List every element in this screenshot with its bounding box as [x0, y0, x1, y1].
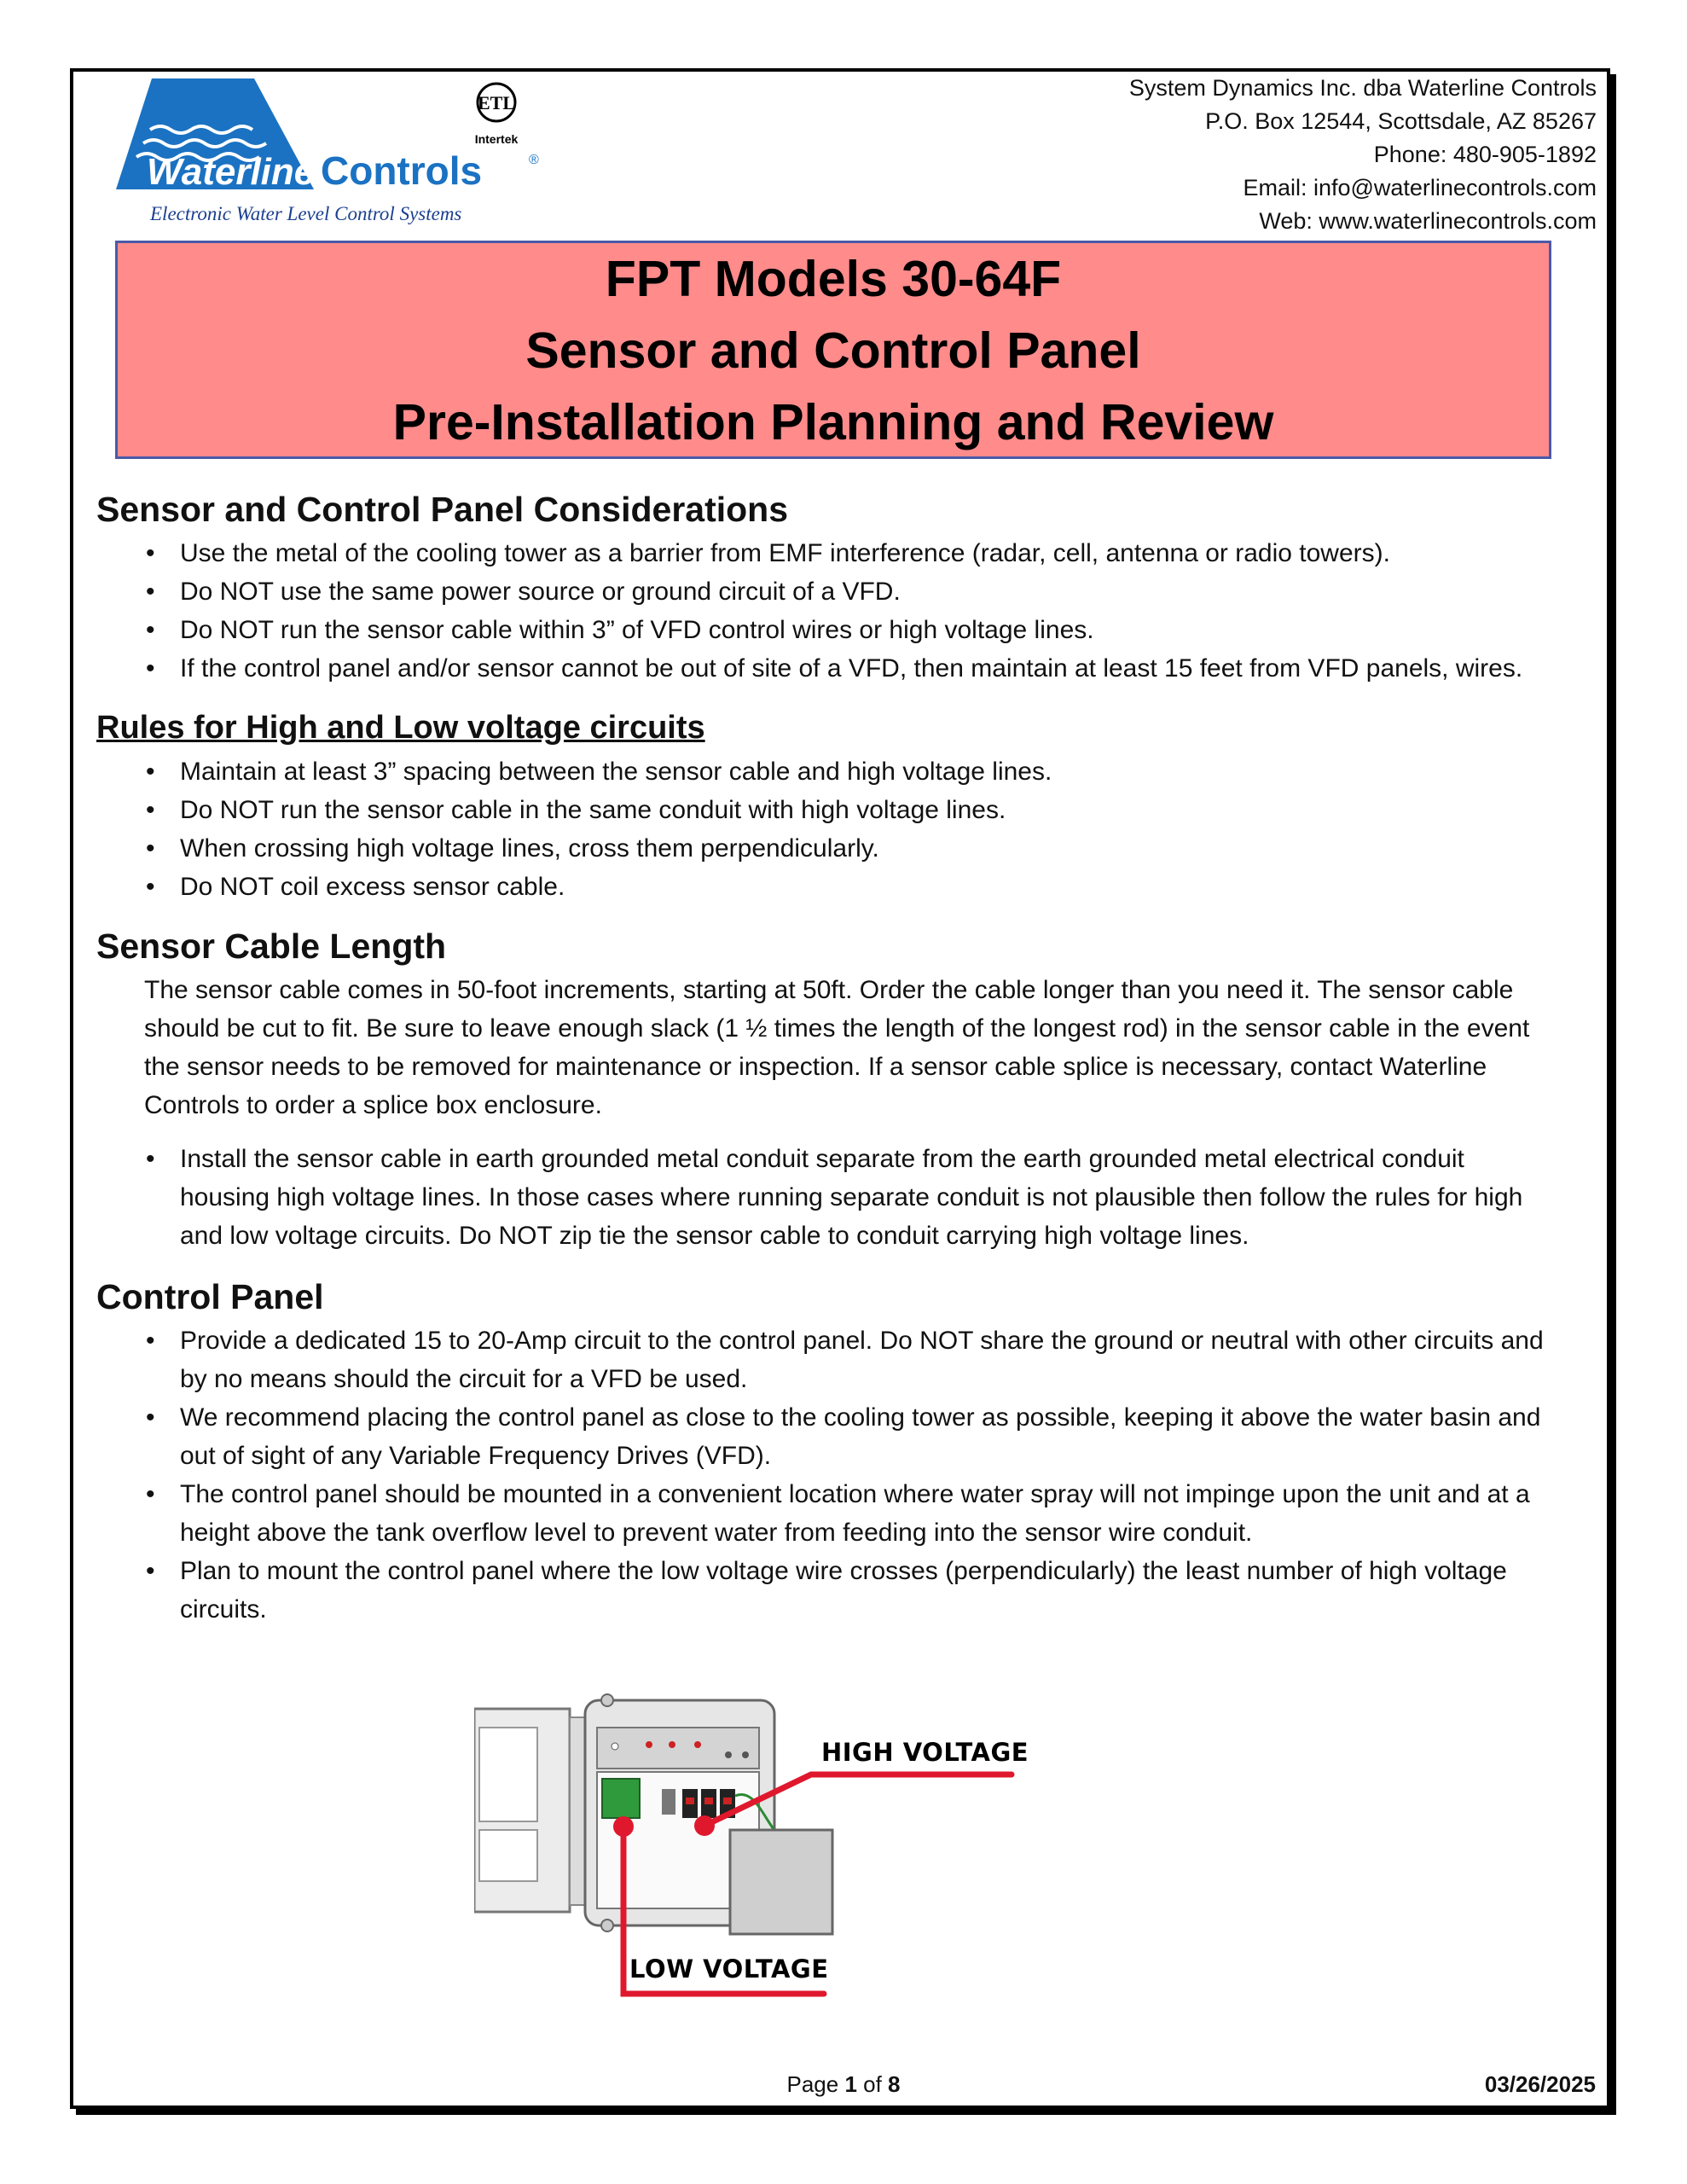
- waterline-controls-logo: [116, 78, 559, 232]
- list-item: • Do NOT coil excess sensor cable.: [96, 868, 1546, 906]
- list-item: • Maintain at least 3” spacing between the sensor cable and high voltage lines.: [96, 752, 1546, 791]
- list-item: • If the control panel and/or sensor cannot be out of site of a VFD, then maintain at least 15 feet from VFD panels, wires.: [96, 649, 1546, 688]
- company-name: System Dynamics Inc. dba Waterline Controls: [1128, 75, 1597, 101]
- list-item: • Provide a dedicated 15 to 20-Amp circuit to the control panel. Do NOT share the ground or neutral with other circuits and by no means should the circuit for a VFD be used.: [96, 1321, 1546, 1398]
- list-item: • Install the sensor cable in earth grounded metal conduit separate from the earth grounded metal electrical conduit housing high voltage lines. In those cases where running separate conduit is not plausible then follow the rules for high and low voltage circuits. Do NOT zip tie the sensor cable to conduit carrying high voltage lines.: [96, 1140, 1546, 1255]
- company-phone: Phone: 480-905-1892: [1373, 142, 1597, 167]
- section-control-panel: [96, 1272, 1546, 1629]
- company-address: P.O. Box 12544, Scottsdale, AZ 85267: [1205, 108, 1597, 134]
- document-title-box: [115, 241, 1551, 459]
- list-item: • The control panel should be mounted in a convenient location where water spray will not impinge upon the unit and at a height above the tank overflow level to prevent water from feeding into the sensor wire conduit.: [96, 1475, 1546, 1552]
- bullet-list: [96, 752, 1546, 906]
- paragraph: The sensor cable comes in 50-foot increments, starting at 50ft. Order the cable longer than you need it. The sensor cable should be cut to fit. Be sure to leave enough slack (1 ½ times the length of the longest rod) in the sensor cable in the event the sensor needs to be removed for maintenance or inspection. If a sensor cable splice is necessary, contact Waterline Controls to order a splice box enclosure.: [144, 976, 1530, 1119]
- logo-tagline: Electronic Water Level Control Systems: [150, 203, 462, 224]
- title-line-3: Pre-Installation Planning and Review: [392, 394, 1274, 450]
- high-voltage-label: HIGH VOLTAGE: [821, 1738, 1029, 1767]
- document-date: 03/26/2025: [1484, 2071, 1596, 2097]
- bullet-list: [96, 1321, 1546, 1629]
- company-web: Web: www.waterlinecontrols.com: [1259, 208, 1597, 234]
- section-heading: Sensor and Control Panel Considerations: [96, 490, 789, 529]
- list-item: • Use the metal of the cooling tower as a barrier from EMF interference (radar, cell, antenna or radio towers).: [96, 534, 1546, 572]
- bullet-list: [96, 534, 1546, 688]
- section-heading: Control Panel: [96, 1277, 324, 1316]
- title-line-1: FPT Models 30-64F: [605, 251, 1062, 307]
- list-item: • Plan to mount the control panel where the low voltage wire crosses (perpendicularly) the least number of high voltage circuits.: [96, 1552, 1546, 1629]
- section-cable-length: [96, 921, 1546, 1255]
- list-item: • We recommend placing the control panel as close to the cooling tower as possible, keeping it above the water basin and out of sight of any Variable Frequency Drives (VFD).: [96, 1398, 1546, 1475]
- title-line-2: Sensor and Control Panel: [525, 322, 1141, 379]
- main-content: [96, 478, 1546, 1629]
- section-heading: Rules for High and Low voltage circuits: [96, 710, 705, 746]
- logo-graphic: [116, 78, 559, 232]
- list-item: • Do NOT run the sensor cable in the same conduit with high voltage lines.: [96, 791, 1546, 829]
- section-considerations: [96, 485, 1546, 688]
- low-voltage-label: LOW VOLTAGE: [629, 1955, 829, 1984]
- section-heading: Sensor Cable Length: [96, 926, 447, 966]
- page-number: Page 1 of 8: [786, 2071, 901, 2097]
- company-email: Email: info@waterlinecontrols.com: [1243, 175, 1597, 200]
- list-item: • Do NOT use the same power source or ground circuit of a VFD.: [96, 572, 1546, 611]
- list-item: • Do NOT run the sensor cable within 3” of VFD control wires or high voltage lines.: [96, 611, 1546, 649]
- control-panel-figure: [474, 1693, 1037, 2018]
- bullet-list: [96, 1140, 1546, 1255]
- logo-brand-controls: Controls: [321, 148, 483, 193]
- svg-text:®: ®: [529, 153, 539, 167]
- section-rules: [96, 703, 1546, 906]
- list-item: • When crossing high voltage lines, cross them perpendicularly.: [96, 829, 1546, 868]
- company-contact: [1129, 72, 1597, 238]
- logo-brand-waterline: Waterline: [147, 151, 316, 193]
- intertek-label: Intertek: [474, 132, 519, 146]
- svg-text:ETL: ETL: [477, 92, 516, 113]
